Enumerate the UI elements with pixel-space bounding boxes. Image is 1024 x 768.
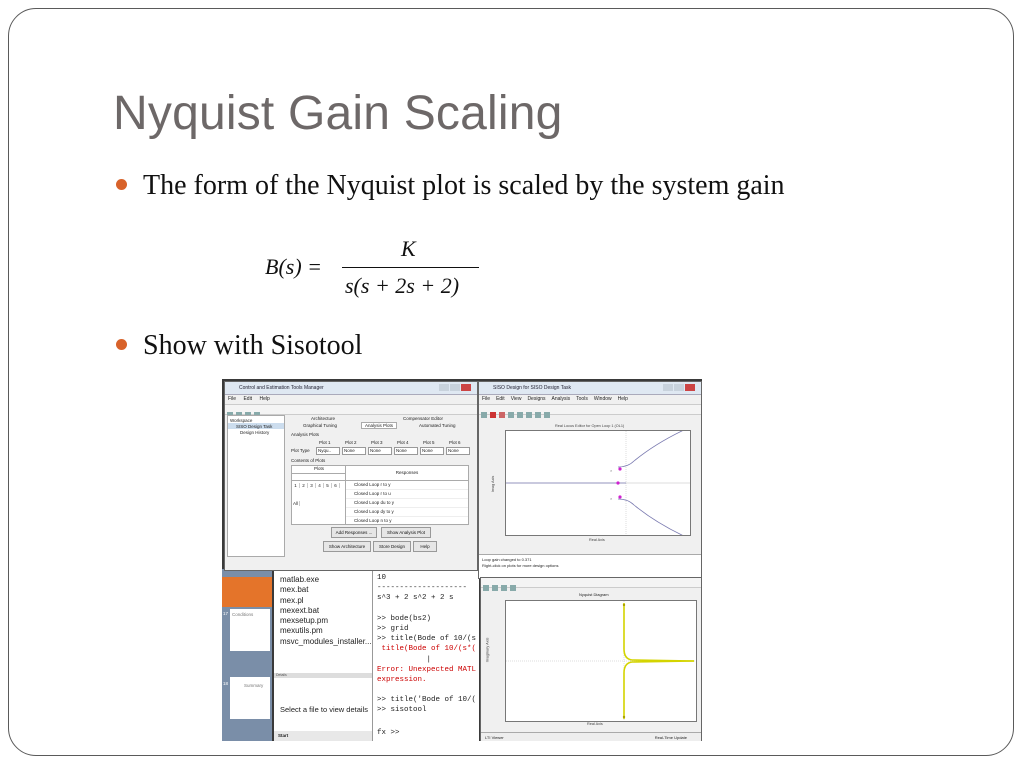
realtime-update-checkbox[interactable]: Real-Time Update [654,735,687,740]
fraction-bar [342,267,479,268]
minimize-icon[interactable] [439,384,449,391]
nyquist-title: Nyquist Diagram [579,592,609,597]
bullet-dot-icon [116,339,127,350]
equation-numerator: K [401,236,416,261]
file-item[interactable]: mex.bat [280,585,309,595]
tab-graphical-tuning[interactable]: Graphical Tuning [303,423,338,428]
plot-header: Plot 1 [319,440,331,445]
status-line-1: Loop gain changed to 0.371 [482,557,532,562]
response-item[interactable]: Closed Loop r to u [346,490,468,499]
grid-icon[interactable] [510,585,516,591]
closed-loop-pole-marker[interactable] [618,495,621,498]
plot-header: Plot 2 [345,440,357,445]
response-item[interactable]: Closed Loop n to y [346,517,468,526]
thumb-title-2: Summary [244,683,264,688]
section-analysis-plots: Analysis Plots [291,432,320,437]
plot-header: Plot 4 [397,440,409,445]
command-line: 10 [377,574,387,582]
responses-items [346,481,468,526]
bullet-text-1: The form of the Nyquist plot is scaled by the system gain [143,170,785,201]
bullet-dot-icon [116,179,127,190]
plot-number: 2 [300,483,308,488]
ctm-tree [227,415,285,557]
command-line: s^3 + 2 s^2 + 2 s [377,594,454,603]
tree-siso-task[interactable]: SISO Design Task [228,423,284,429]
tab-architecture[interactable]: Architecture [311,416,336,421]
nyquist-plot[interactable] [505,600,697,722]
show-analysis-plot-button[interactable]: Show Analysis Plot [381,527,431,538]
plot-number: 5 [324,483,332,488]
ctm-titlebar [225,382,477,395]
add-responses-button[interactable]: Add Responses ... [331,527,377,538]
maximize-icon[interactable] [450,384,460,391]
start-bar [274,731,372,741]
siso-menu-item[interactable]: File [482,396,491,402]
plot-number: 6 [332,483,340,488]
rlocus-ylabel: Imag Axis [491,475,496,493]
ctm-menu-file[interactable]: File [228,396,237,402]
files-details-header: Details [276,673,287,677]
minimize-icon[interactable] [663,384,673,391]
help-button[interactable]: Help [413,541,437,552]
show-architecture-button[interactable]: Show Architecture [323,541,371,552]
pole-x-marker: × [610,468,613,473]
file-item[interactable]: matlab.exe [280,575,320,584]
file-item[interactable]: mex.pl [280,595,304,605]
siso-menu-item[interactable]: Help [617,396,628,402]
siso-menu-item[interactable]: Window [593,396,612,402]
ctm-menu-help[interactable]: Help [259,396,270,402]
response-item[interactable]: Closed Loop dy to y [346,508,468,517]
command-prompt[interactable]: fx >> [377,729,400,737]
plot-type-select[interactable]: None [420,447,444,455]
siso-window-controls [662,384,698,392]
plot-number: All [292,501,298,506]
command-line: expression. [377,675,427,684]
siso-menu-item[interactable]: Analysis [551,396,571,402]
command-line: >> sisotool [377,706,427,715]
store-design-button[interactable]: Store Design [373,541,411,552]
files-divider [274,673,372,678]
thumb-number-1: 17 [223,611,229,616]
siso-menu-item[interactable]: Designs [527,396,546,402]
plot-number: 4 [316,483,324,488]
equation-denominator: s(s + 2s + 2) [345,273,460,298]
plot-type-select[interactable]: Nyqu.. [316,447,340,455]
ctm-window [224,381,478,571]
file-item[interactable]: msvc_modules_installer... [280,636,372,646]
siso-titlebar [479,382,701,395]
thumb-number-2: 18 [223,681,229,686]
ctm-main-panel [287,415,475,555]
plot-number: 1 [292,483,300,488]
nyquist-ylabel: Imaginary Axis [485,637,490,663]
command-window[interactable] [372,569,479,741]
plot-type-selects [316,447,471,455]
responses-list [345,465,469,525]
siso-title: SISO Design for SISO Design Task [493,385,571,391]
pan-icon[interactable] [535,412,541,418]
status-line-2: Right-click on plots for more design options [482,563,559,568]
pole-x-marker: × [610,496,613,501]
siso-menu-item[interactable]: Edit [496,396,505,402]
thumbnail-highlight [222,577,272,607]
plots-column-header: Plots [292,466,346,474]
siso-window [478,381,702,579]
root-locus-plot[interactable] [505,430,691,536]
command-line: | [377,655,432,664]
command-output [377,573,476,716]
plot-numbers-row [292,474,346,506]
bullet-item-1 [116,170,785,202]
zoom-out-icon[interactable] [526,412,532,418]
lti-footer-label: LTI Viewer [485,735,504,740]
thumbnail-strip [222,569,272,741]
tree-workspace[interactable]: Workspace [230,418,253,423]
nyquist-xlabel: Real Axis [587,722,603,726]
pointer-icon[interactable] [481,412,487,418]
responses-column-header: Responses [346,466,468,481]
response-item[interactable]: Closed Loop r to y [346,481,468,490]
help-icon[interactable] [544,412,550,418]
command-line: title(Bode of 10/(s*( [377,645,477,654]
siso-menu-item[interactable]: View [510,396,522,402]
zoom-icon[interactable] [501,585,507,591]
tab-analysis-plots[interactable]: Analysis Plots [361,422,397,429]
command-line: >> title('Bode of 10/( [377,696,477,705]
bullet-text-2: Show with Sisotool [143,330,363,361]
file-item[interactable]: mexext.bat [280,605,320,615]
ctm-menu-edit[interactable]: Edit [243,396,253,402]
command-line: >> grid [377,624,409,633]
siso-menu-item[interactable]: Tools [576,396,588,402]
file-item[interactable]: mexutils.pm [280,626,323,636]
tab-compensator-editor[interactable]: Compensator Editor [403,416,444,421]
siso-menubar [479,395,701,405]
erase-icon[interactable] [508,412,514,418]
print-icon[interactable] [492,585,498,591]
lti-footer [481,732,701,741]
response-item[interactable]: Closed Loop du to y [346,499,468,508]
plot-type-select[interactable]: None [394,447,418,455]
ctm-menubar [225,395,477,405]
sisotool-screenshot [222,379,702,741]
file-browser [274,569,372,741]
plot-header: Plot 3 [371,440,383,445]
bullet-item-2 [116,330,362,362]
plot-header: Plot 5 [423,440,435,445]
plot-header: Plot 6 [449,440,461,445]
siso-status [479,554,701,579]
start-button[interactable]: Start [278,733,289,738]
siso-toolbar [479,405,701,415]
command-line: >> bode(bs2) [377,614,432,623]
command-line: >> title(Bode of 10/(s [377,635,477,644]
close-icon[interactable] [461,384,471,391]
lti-toolbar [481,578,701,588]
command-line [377,685,476,695]
command-line: -------------------- [377,584,468,593]
thumbnail-1[interactable] [230,609,270,651]
plot-headers [319,440,469,446]
closed-loop-pole-marker[interactable] [616,481,619,484]
ctm-title: Control and Estimation Tools Manager [239,385,324,391]
plot-type-select[interactable]: None [368,447,392,455]
ctm-window-controls [438,384,474,392]
file-list [280,575,372,647]
plot-type-select[interactable]: None [342,447,366,455]
thumbnail-2[interactable] [230,677,270,719]
maximize-icon[interactable] [674,384,684,391]
command-line: Error: Unexpected MATL [377,665,477,674]
closed-loop-pole-marker[interactable] [618,467,621,470]
file-details-hint: Select a file to view details [280,705,368,714]
contents-label: Contents of Plots [291,458,326,463]
tree-design-history[interactable]: Design History [240,430,270,435]
ctm-toolbar [225,405,477,415]
zoom-in-icon[interactable] [517,412,523,418]
slide-title: Nyquist Gain Scaling [113,87,563,140]
lti-viewer-window [480,577,702,741]
plots-grid [291,465,347,525]
rlocus-title: Real Locus Editor for Open Loop 1 (OL1) [555,424,625,428]
command-line [377,604,476,614]
plot-type-label: Plot Type [291,448,310,453]
add-zero-icon[interactable] [499,412,505,418]
tab-automated-tuning[interactable]: Automated Tuning [419,423,456,428]
plot-number: 3 [308,483,316,488]
thumb-title-1: Conditions [232,612,254,617]
new-icon[interactable] [483,585,489,591]
file-item[interactable]: mexsetup.pm [280,616,329,626]
close-icon[interactable] [685,384,695,391]
add-pole-icon[interactable] [490,412,496,418]
rlocus-xlabel: Real Axis [589,538,605,542]
plot-type-select[interactable]: None [446,447,470,455]
equation-lhs: B(s) = [265,254,322,279]
